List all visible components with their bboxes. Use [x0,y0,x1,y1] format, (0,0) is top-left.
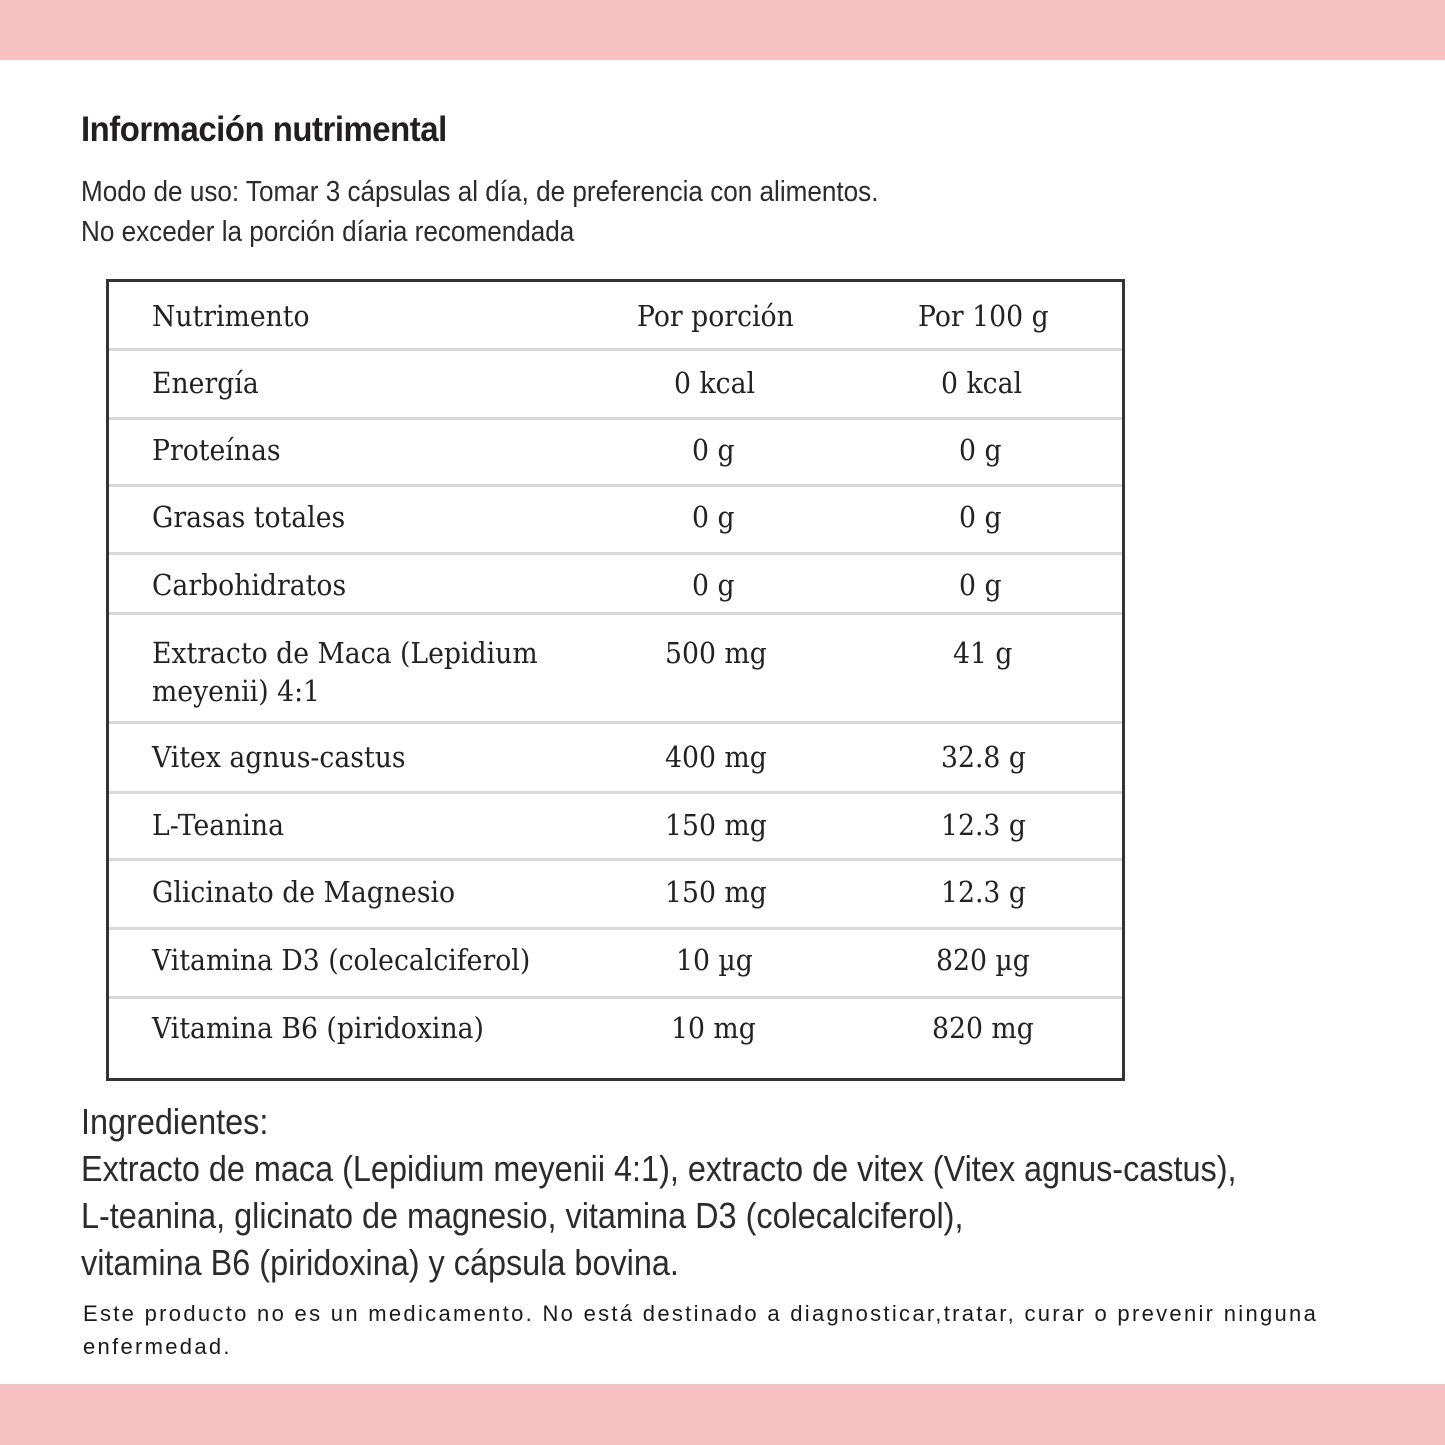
ingredients-line-3: vitamina B6 (piridoxina) y cápsula bovina. [81,1242,679,1283]
top-decorative-band [0,0,1445,60]
per-100g-value: 12.3 g [941,808,1026,842]
ingredients-line-1: Extracto de maca (Lepidium meyenii 4:1), extracto de vitex (Vitex agnus-castus), [81,1148,1237,1189]
nutrient-name: L-Teanina [152,808,285,842]
per-100g-value: 0 g [959,433,1002,467]
usage-line-1: Modo de uso: Tomar 3 cápsulas al día, de preferencia con alimentos. [81,176,879,208]
ingredients-section [81,1098,1237,1286]
ingredients-label: Ingredientes: [81,1101,269,1142]
nutrition-table [106,279,1125,1081]
column-header-per-serving: Por porción [637,299,794,333]
per-100g-value: 32.8 g [941,740,1026,774]
page-title: Información nutrimental [81,110,447,149]
nutrient-name-line-2: meyenii) 4:1 [152,674,321,708]
column-header-nutrient: Nutrimento [152,299,310,333]
nutrient-name: Vitamina D3 (colecalciferol) [152,943,531,977]
per-100g-value: 0 g [959,568,1002,602]
usage-line-2: No exceder la porción díaria recomendada [81,216,575,248]
nutrient-name: Vitamina B6 (piridoxina) [152,1011,484,1045]
nutrient-name: Grasas totales [152,500,346,534]
per-serving-value: 500 mg [665,636,767,670]
per-serving-value: 150 mg [665,808,767,842]
nutrient-name: Energía [152,366,259,400]
per-100g-value: 820 µg [936,943,1030,977]
per-100g-value: 12.3 g [941,875,1026,909]
per-serving-value: 150 mg [665,875,767,909]
usage-instructions [81,172,878,252]
ingredients-line-2: L-teanina, glicinato de magnesio, vitamina D3 (colecalciferol), [81,1195,964,1236]
per-100g-value: 0 g [959,500,1002,534]
table-row [109,999,1122,1078]
table-row [109,724,1122,794]
table-row [109,487,1122,555]
per-serving-value: 400 mg [665,740,767,774]
per-100g-value: 41 g [953,636,1013,670]
per-serving-value: 10 µg [676,943,753,977]
nutrient-name: Vitex agnus-castus [152,740,406,774]
column-header-per-100g: Por 100 g [918,299,1049,333]
table-row [109,555,1122,615]
nutrient-name: Glicinato de Magnesio [152,875,456,909]
table-row [109,420,1122,487]
per-serving-value: 0 kcal [674,366,756,400]
nutrient-name: Proteínas [152,433,281,467]
per-serving-value: 0 g [692,500,735,534]
table-row [109,861,1122,930]
bottom-decorative-band [0,1384,1445,1445]
disclaimer-text: Este producto no es un medicamento. No está destinado a diagnosticar,tratar, curar o prevenir ninguna enfermedad. [83,1301,1319,1359]
per-serving-value: 0 g [692,568,735,602]
per-serving-value: 10 mg [671,1011,756,1045]
per-100g-value: 820 mg [932,1011,1034,1045]
table-header-row [109,282,1122,351]
table-row [109,615,1122,724]
nutrient-name: Carbohidratos [152,568,347,602]
table-row [109,930,1122,999]
table-row [109,794,1122,861]
per-serving-value: 0 g [692,433,735,467]
nutrient-name: Extracto de Maca (Lepidium [152,636,538,670]
per-100g-value: 0 kcal [941,366,1023,400]
table-row [109,351,1122,420]
